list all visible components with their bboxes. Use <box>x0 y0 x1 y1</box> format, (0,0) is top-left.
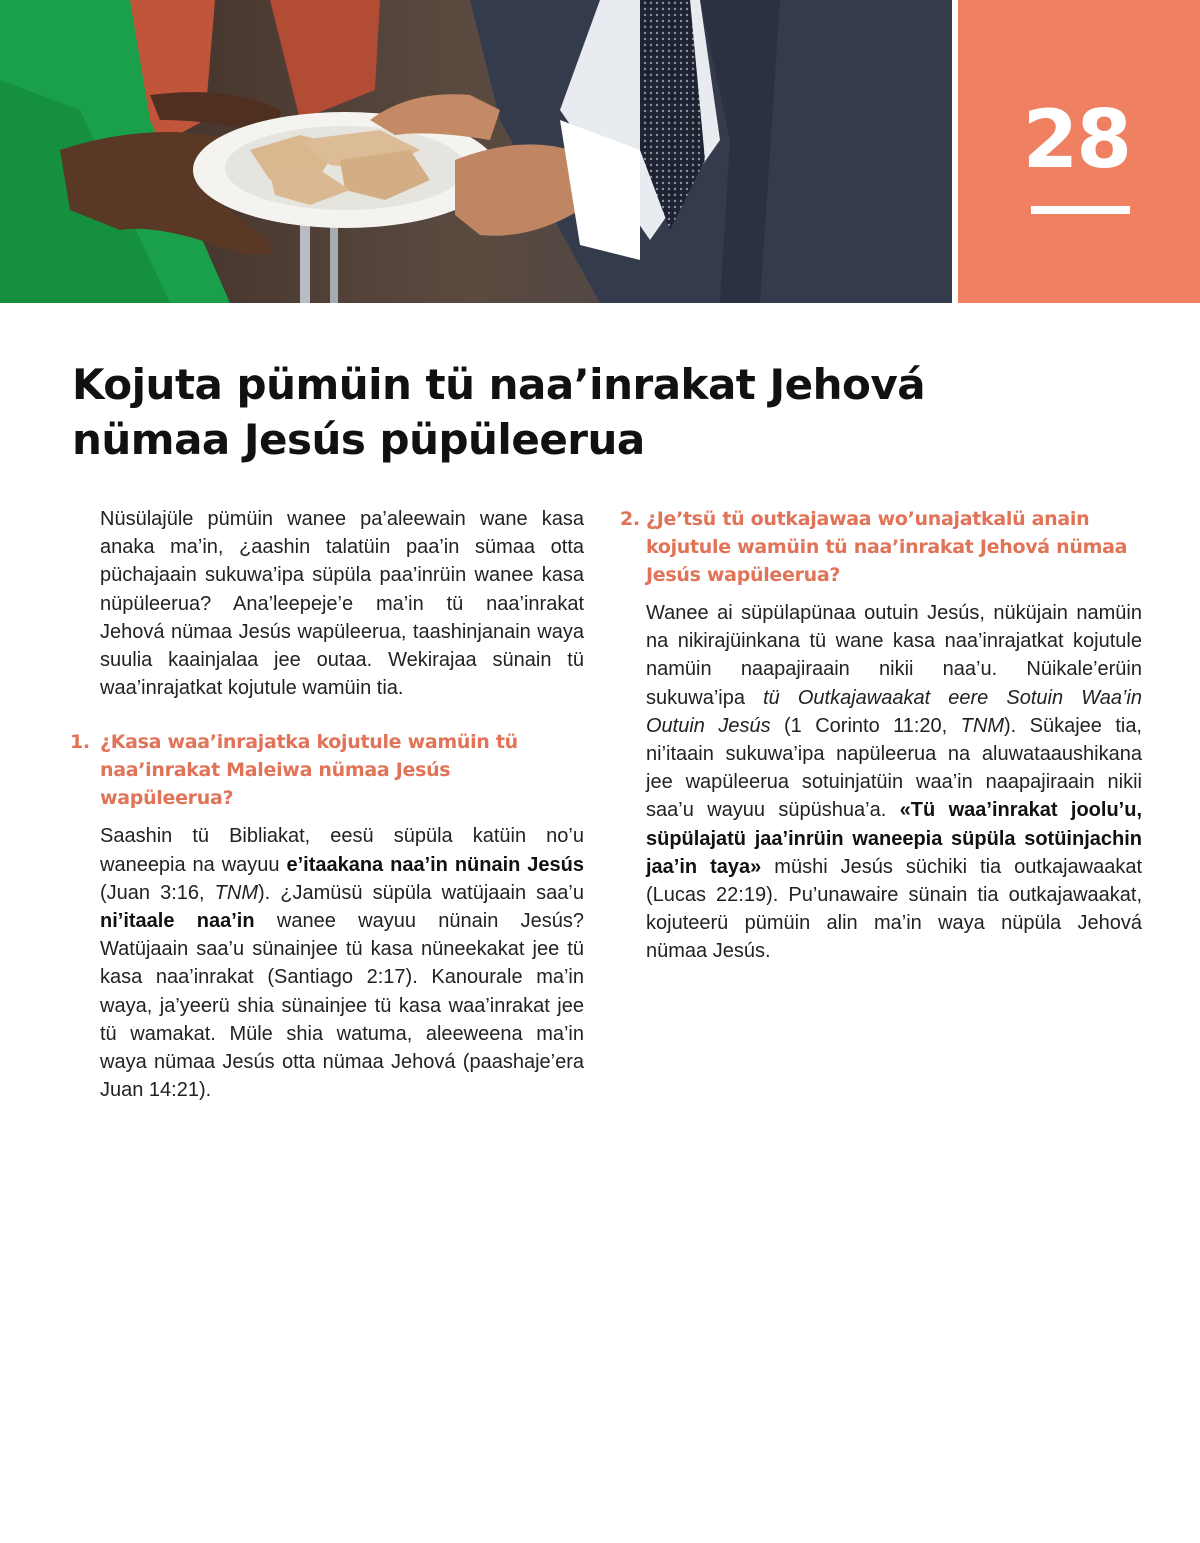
answer-1-text-b: (Juan 3:16, <box>100 881 215 904</box>
title-line-2: nümaa Jesús püpüleerua <box>72 415 645 464</box>
lesson-number-underline <box>1031 206 1130 214</box>
hero-photo <box>0 0 952 303</box>
lesson-number: 28 <box>1022 93 1130 186</box>
answer-1-text-c: ). ¿Jamüsü süpüla watüjaain saa’u <box>257 881 584 904</box>
intro-paragraph: Nüsülajüle pümüin wanee pa’aleewain wane kasa anaka ma’in, ¿aashin talatüin paa’in sümaa otta püchajaain sukuwa’ipa süpüla paa’inrüin wanee kasa nüpüleerua? Ana’leepeje’e ma’in tü naa’inrakat Jehová nümaa Jesús wapüleerua, taashinjanain waya suulia kaainjalaa jee outaa. Wekirajaa sünain tü waa’inrajatkat kojutule wamüin tia. <box>100 508 584 700</box>
answer-1-italic-a: TNM <box>214 881 258 904</box>
answer-1-text-a: Saashin tü Bibliakat, eesü süpüla katüin no’u waneepia na wayuu <box>100 825 584 876</box>
title-line-1: Kojuta pümüin tü naa’inrakat Jehová <box>72 360 926 409</box>
question-2-text: ¿Je’tsü tü outkajawaa wo’unajatkalü anain kojutule wamüin tü naa’inrakat Jehová nümaa Jesús wapüleerua? <box>646 508 1128 586</box>
question-1-text: ¿Kasa waa’inrajatka kojutule wamüin tü naa’inrakat Maleiwa nümaa Jesús wapüleerua? <box>100 731 518 810</box>
answer-2-italic-a: tü Outkajawaakat eere Sotuin Waa’in Outuin Jesús <box>646 686 1142 737</box>
answer-1-paragraph <box>70 822 584 1104</box>
answer-2-text-b: (1 Corinto 11:20, <box>770 714 961 737</box>
answer-1-text-d: wanee wayuu nünain Jesús? Watüjaain saa’u sünainjee tü kasa nüneekakat jee tü kasa naa’inrakat (Santiago 2:17). Kanourale ma’in waya, ja’yeerü shia sünainjee tü kasa waa’inrakat jee tü wamakat. Müle shia watuma, aleeweena ma’in waya nümaa Jesús otta nümaa Jehová (paashaje’era Juan 14:21). <box>100 910 584 1102</box>
question-2 <box>620 505 1142 589</box>
answer-2-bold-a: «Tü waa’inrakat joolu’u, süpülajatü jaa’inrüin waneepia süpüla sotüinjachin jaa’in taya» <box>646 799 1142 878</box>
left-column <box>70 505 584 1104</box>
answer-2-text-d: müshi Jesús süchiki tia outkajawaakat (Lucas 22:19). Pu’unawaire sünain tia outkajawaakat, kojuteerü pümüin alin ma’in waya nüpüla Jehová nümaa Jesús. <box>646 855 1143 963</box>
answer-2-italic-b: TNM <box>960 714 1004 737</box>
right-column <box>620 505 1142 966</box>
answer-2-text-c: ). Sükajee tia, ni’itaain sukuwa’ipa napüleerua na aluwataaushikana jee wapüleerua sotuinjatüin waa’in naapajiraain nikii saa’u wayuu süpüshua’a. <box>646 714 1142 822</box>
answer-2-paragraph <box>620 599 1142 966</box>
answer-2-text-a: Wanee ai süpülapünaa outuin Jesús, nüküjain namüin na nikirajüinkana tü wane kasa naa’inrajatkat kojutule namüin naapajiraain nikii naa’u. Nüikale’erüin sukuwa’ipa <box>646 602 1142 709</box>
question-2-number: 2. <box>620 508 640 530</box>
page-title <box>72 357 1072 467</box>
question-1-number: 1. <box>70 731 90 754</box>
lesson-number-badge <box>958 0 1200 303</box>
answer-1-bold-a: e’itaakana naa’in nünain Jesús <box>286 853 584 876</box>
question-1 <box>70 728 584 812</box>
answer-1-bold-b: ni’itaale naa’in <box>100 910 255 933</box>
memorial-bread-plate-photo <box>0 0 952 303</box>
